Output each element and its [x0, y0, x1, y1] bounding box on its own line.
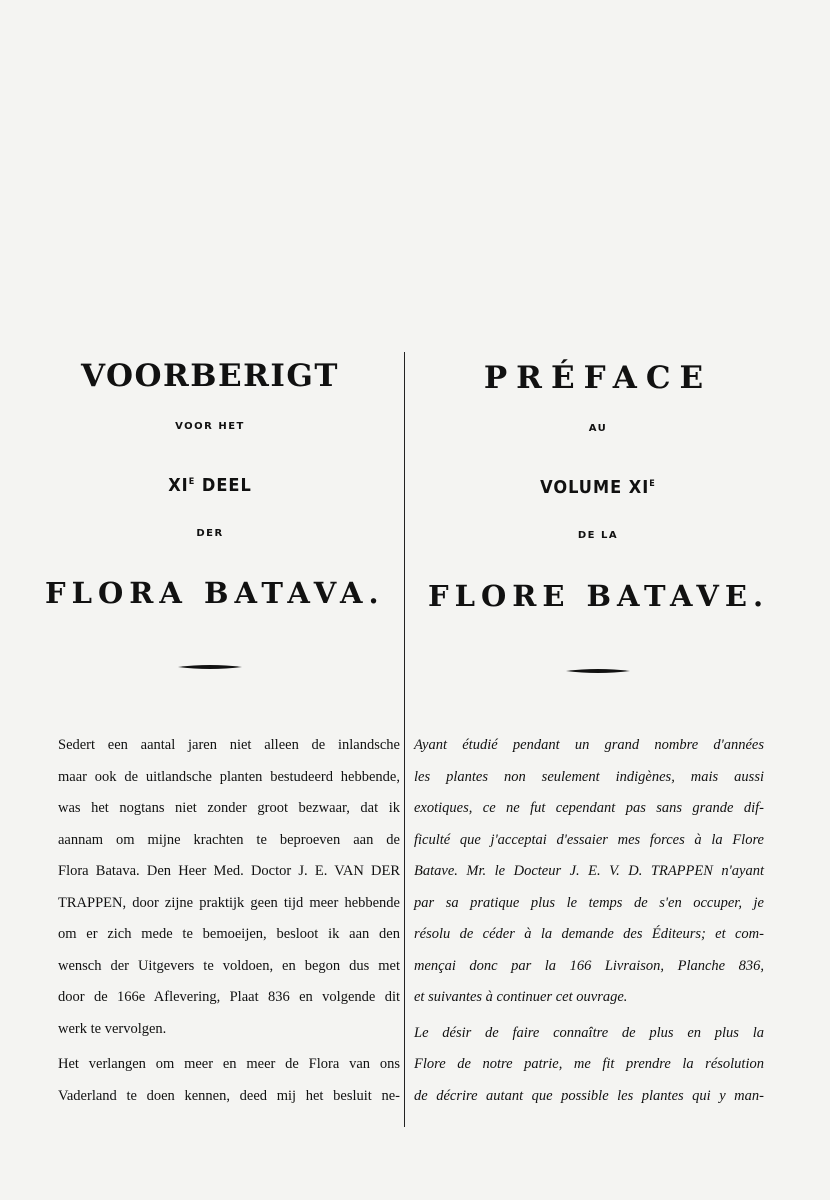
french-line: de décrire autant que possible les plantes qui y man-: [414, 1087, 764, 1104]
french-line: par sa pratique plus le temps de s'en occuper, je: [414, 894, 764, 911]
ornament-rule-icon: [178, 662, 242, 672]
dutch-line: om er zich mede te bemoeijen, besloot ik aan den: [58, 926, 400, 942]
french-line: Le désir de faire connaître de plus en plus la: [414, 1024, 764, 1041]
ornament-rule-icon: [566, 666, 630, 676]
dutch-line: door de 166e Aflevering, Plaat 836 en volgende dit: [58, 989, 400, 1005]
dutch-line: TRAPPEN, door zijne praktijk geen tijd meer hebbende: [58, 894, 400, 911]
column-divider: [404, 352, 405, 1127]
french-line: ficulté que j'acceptai d'essaier mes forces à la Flore: [414, 831, 764, 848]
french-line: Ayant étudié pendant un grand nombre d'années: [414, 737, 764, 753]
french-line: et suivantes à continuer cet ouvrage.: [414, 989, 628, 1005]
dutch-line: was het nogtans niet zonder groot bezwaar, dat ik: [58, 800, 400, 816]
french-line: exotiques, ce ne fut cependant pas sans grande dif-: [414, 800, 764, 816]
french-body-text: [414, 730, 764, 1112]
french-volume-heading: [428, 472, 768, 500]
dutch-line: aannam om mijne krachten te beproeven aan de: [58, 831, 400, 848]
dutch-line: Het verlangen om meer en meer de Flora van ons: [58, 1056, 400, 1072]
dutch-line: Vaderland te doen kennen, deed mij het besluit ne-: [58, 1087, 400, 1104]
french-line: résolu de céder à la demande des Éditeurs; et com-: [414, 926, 764, 942]
french-title: PRÉFACE: [483, 360, 713, 396]
dutch-line: Sedert een aantal jaren niet alleen de inlandsche: [58, 737, 400, 753]
dutch-volume-heading: [45, 470, 375, 498]
french-volume-suffix: E: [649, 479, 656, 489]
french-line: Flore de notre patrie, me fit prendre la résolution: [414, 1056, 764, 1072]
dutch-subtitle-voor-het: VOOR HET: [175, 421, 245, 432]
dutch-line: wensch der Uitgevers te voldoen, en begon dus met: [58, 957, 400, 974]
french-line: Batave. Mr. le Docteur J. E. V. D. TRAPPEN n'ayant: [414, 863, 764, 879]
french-work-title: FLORE BATAVE.: [428, 579, 770, 613]
french-subtitle-de-la: DE LA: [577, 530, 619, 541]
dutch-volume-number: XI: [168, 475, 189, 496]
dutch-line: werk te vervolgen.: [58, 1020, 167, 1037]
french-line: les plantes non seulement indigènes, mais aussi: [414, 768, 764, 785]
french-volume-number: XI: [628, 477, 650, 498]
french-line: mençai donc par la 166 Livraison, Planche 836,: [414, 957, 764, 974]
dutch-line: maar ook de uitlandsche planten bestudeerd hebbende,: [58, 768, 400, 785]
dutch-volume-word: DEEL: [201, 475, 252, 496]
dutch-work-title: FLORA BATAVA.: [45, 576, 385, 610]
dutch-title: VOORBERIGT: [81, 358, 339, 394]
french-subtitle-au: AU: [588, 423, 608, 434]
french-volume-word: VOLUME: [540, 477, 623, 498]
dutch-body-text: [58, 730, 400, 1112]
dutch-volume-suffix: E: [188, 477, 196, 487]
dutch-line: Flora Batava. Den Heer Med. Doctor J. E. VAN DER: [58, 863, 400, 879]
dutch-subtitle-der: DER: [196, 528, 224, 539]
